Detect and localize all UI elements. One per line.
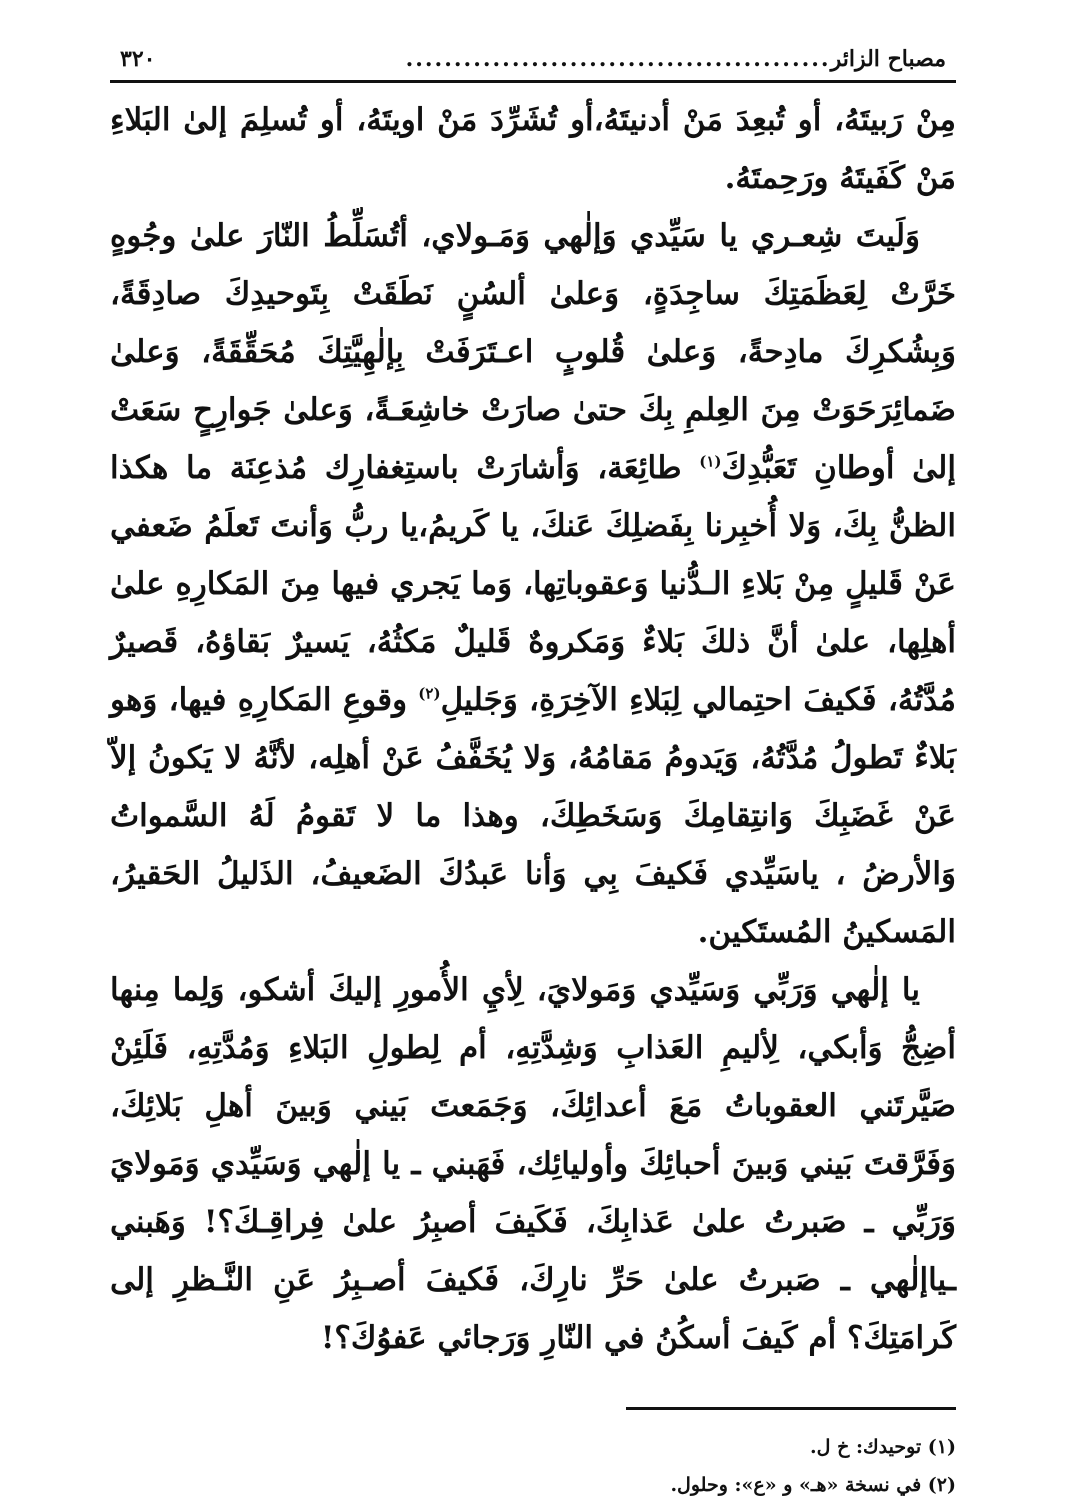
footnote-1: (١) توحيدك: خ ل. (810, 1436, 956, 1458)
footnote-2: (٢) في نسخة «هـ» و «ع»: وحلول. (670, 1474, 956, 1496)
footnote-ref-2[interactable]: (٢) (418, 684, 441, 703)
paragraph-2-part-3: وقوعِ المَكارِهِ فيها، وَهو بَلاءٌ تَطولُ مُدَّتُهُ، وَيَدومُ مَقامُهُ، وَلا يُخَفَّفُ عَنْ أهلِه، لأنَّهُ لا يَكونُ إلاّ عَنْ غَضَبِكَ وَانتِقامِكَ وَسَخَطِكَ، وهذا ما لا تَقومُ لَهُ السَّمواتُ وَالأرضُ ، ياسَيِّدي فَكيفَ بِي وَأنا عَبدُكَ الضَعيفُ، الذَليلُ الحَقيرُ، المَسكينُ المُستَكين. (110, 682, 956, 950)
paragraph-3: يا إلٰهي وَرَبِّي وَسَيِّدي وَمَولايَ، لِأيِ الأُمورِ إليكَ أشكو، وَلِما مِنها أضِجُّ وَأبكي، لِأليمِ العَذابِ وَشِدَّتِهِ، أم لِطولِ البَلاءِ وَمُدَّتِهِ، فَلَئِنْ صَيَّرتَني العقوباتُ مَعَ أعدائِكَ، وَجَمَعتَ بَيني وَبينَ أهلِ بَلائِكَ، وَفَرَّقتَ بَيني وَبينَ أحبائِكَ وأوليائِك، فَهَبني ـ يا إلٰهي وَسَيِّدي وَمَولايَ وَرَبِّي ـ صَبرتُ علىٰ عَذابِكَ، فَكَيفَ أصبِرُ علىٰ فِراقِـكَ؟! وَهَبني ـياإلٰهي ـ صَبرتُ علىٰ حَرِّ نارِكَ، فَكيفَ أصـبِرُ عَنِ النَّـظرِ إلى كَرامَتِكَ؟ أم كَيفَ أسكُنُ في النّارِ وَرَجائي عَفوُكَ؟! (110, 972, 956, 1356)
footnote-divider (626, 1407, 956, 1410)
body-text (110, 91, 956, 1367)
footnote-ref-1[interactable]: (١) (699, 452, 722, 471)
book-title: مصباح الزائر (830, 46, 946, 72)
paragraph-2-part-2: طائِعَة، وَأشارَتْ باستِغفارِك مُذعِنَة ما هكذا الظنُّ بِكَ، وَلا أُخبِرنا بِفَضلِكَ عَنكَ، يا كَريمُ،يا ربُّ وَأنتَ تَعلَمُ ضَعفي عَنْ قَليلٍ مِنْ بَلاءِ الـدُّنيا وَعقوباتِها، وَما يَجري فيها مِنَ المَكارِهِ علىٰ أهلِها، علىٰ أنَّ ذلكَ بَلاءٌ وَمَكروهٌ قَليلٌ مَكثُهُ، يَسيرٌ بَقاؤهُ، قَصيرٌ مُدَّتُهُ، فَكيفَ احتِمالي لِبَلاءِ الآخِرَةِ، وَجَليلِ (110, 450, 956, 718)
page-number: ٣٢٠ (120, 46, 156, 72)
footnotes (110, 1428, 956, 1504)
running-head (110, 38, 956, 83)
paragraph-2-part-1: وَلَيتَ شِعـري يا سَيِّدي وَإلٰهي وَمَـولاي، أتُسَلِّطُ النّارَ علىٰ وجُوهٍ خَرَّتْ لِعَظَمَتِكَ ساجِدَةٍ، وَعلىٰ ألسُنٍ نَطَقَتْ بِتَوحيدِكَ صادِقَةً، وَبِشُكرِكَ مادِحةً، وَعلىٰ قُلوبٍ اعـتَرَفَتْ بِإلٰهِيَّتِكَ مُحَقِّقَةً، وَعلىٰ ضَمائِرَحَوَتْ مِنَ العِلمِ بِكَ حتىٰ صارَتْ خاشِعَـةً، وَعلىٰ جَوارِحٍ سَعَتْ إلىٰ أوطانِ تَعَبُّدِكَ (110, 218, 956, 486)
paragraph-2 (110, 207, 956, 961)
leader-dots: ............................................ (405, 46, 831, 72)
page (110, 38, 956, 1496)
paragraph-1: مِنْ رَبيتَهُ، أو تُبعِدَ مَنْ أدنيتَهُ،أو تُشَرِّدَ مَنْ اويتَهُ، أو تُسلِمَ إلىٰ البَلاءِ مَنْ كَفَيتَهُ ورَحِمتَهُ. (110, 102, 956, 196)
